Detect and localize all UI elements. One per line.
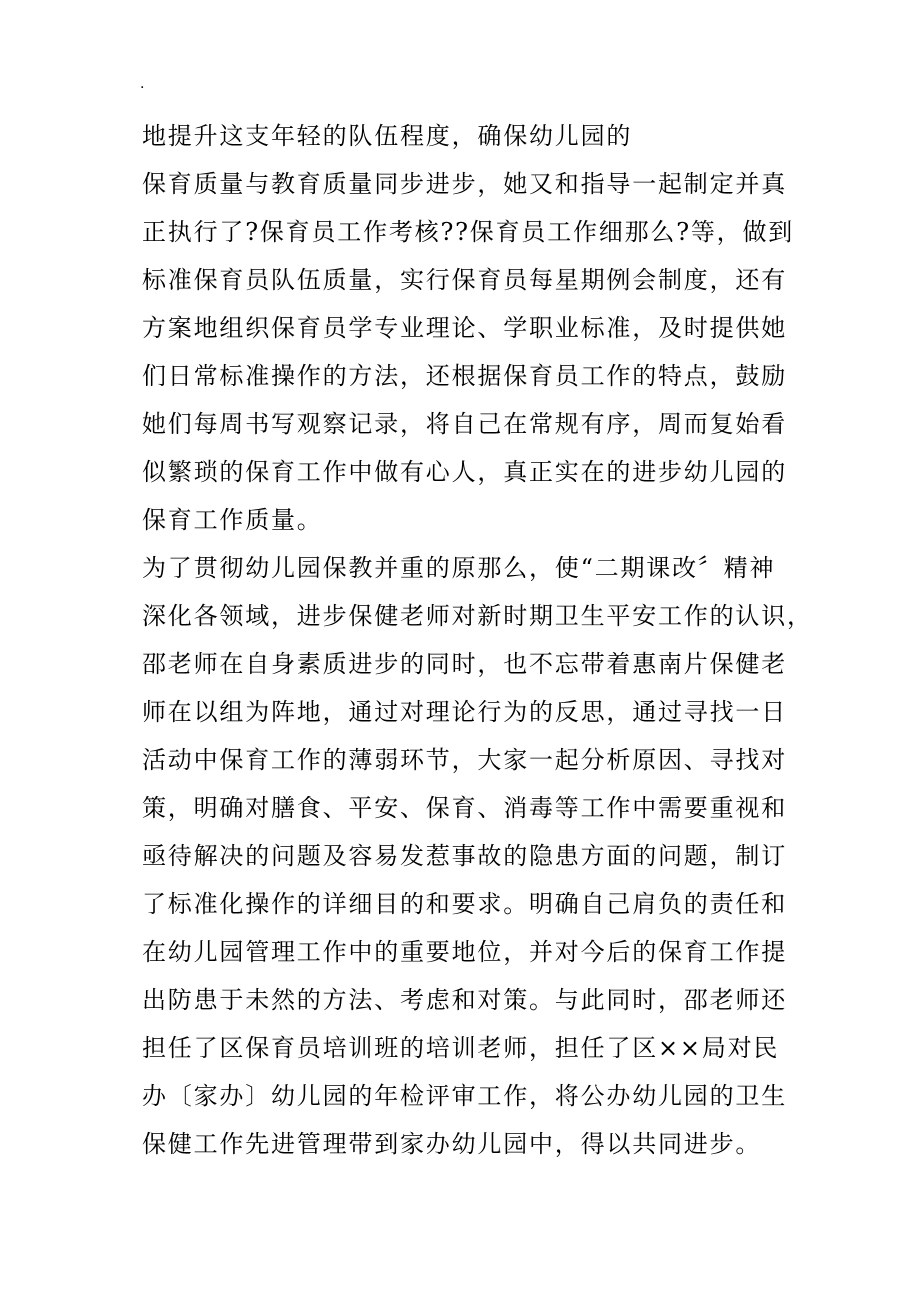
text-line: 们日常标准操作的方法，还根据保育员工作的特点，鼓励 [142,362,787,390]
text-line: 了标准化操作的详细目的和要求。明确自己肩负的责任和 [142,890,787,918]
text-line: 保育工作质量。 [142,506,323,534]
text-line: 方案地组织保育员学专业理论、学职业标准，及时提供她 [142,314,787,342]
text-line: 她们每周书写观察记录，将自己在常规有序，周而复始看 [142,410,787,438]
text-line: 标准保育员队伍质量，实行保育员每星期例会制度，还有 [142,266,787,294]
text-line: 正执行了?保育员工作考核??保育员工作细那么?等，做到 [142,218,795,246]
text-line: 保健工作先进管理带到家办幼儿园中，得以共同进步。 [142,1130,762,1158]
text-line: 深化各领域，进步保健老师对新时期卫生平安工作的认识， [142,602,813,630]
text-line: 保育质量与教育质量同步进步，她又和指导一起制定并真 [142,170,787,198]
text-line: 为了贯彻幼儿园保教并重的原那么，使“二期课改〞精神 [142,554,776,582]
text-line: 策，明确对膳食、平安、保育、消毒等工作中需要重视和 [142,794,787,822]
text-line: 师在以组为阵地，通过对理论行为的反思，通过寻找一日 [142,698,787,726]
text-line: 亟待解决的问题及容易发惹事故的隐患方面的问题，制订 [142,842,787,870]
text-line: 邵老师在自身素质进步的同时，也不忘带着惠南片保健老 [142,650,787,678]
text-line: 担任了区保育员培训班的培训老师，担任了区××局对民 [142,1034,780,1062]
text-line: 办〔家办〕幼儿园的年检评审工作，将公办幼儿园的卫生 [142,1082,787,1110]
page-marker: . [140,76,145,92]
text-line: 活动中保育工作的薄弱环节，大家一起分析原因、寻找对 [142,746,787,774]
text-line: 似繁琐的保育工作中做有心人，真正实在的进步幼儿园的 [142,458,787,486]
paragraph-1 [142,112,802,544]
text-line: 在幼儿园管理工作中的重要地位，并对今后的保育工作提 [142,938,787,966]
text-line: 地提升这支年轻的队伍程度，确保幼儿园的 [142,122,633,150]
paragraph-2 [142,544,813,1168]
text-line: 出防患于未然的方法、考虑和对策。与此同时，邵老师还 [142,986,787,1014]
